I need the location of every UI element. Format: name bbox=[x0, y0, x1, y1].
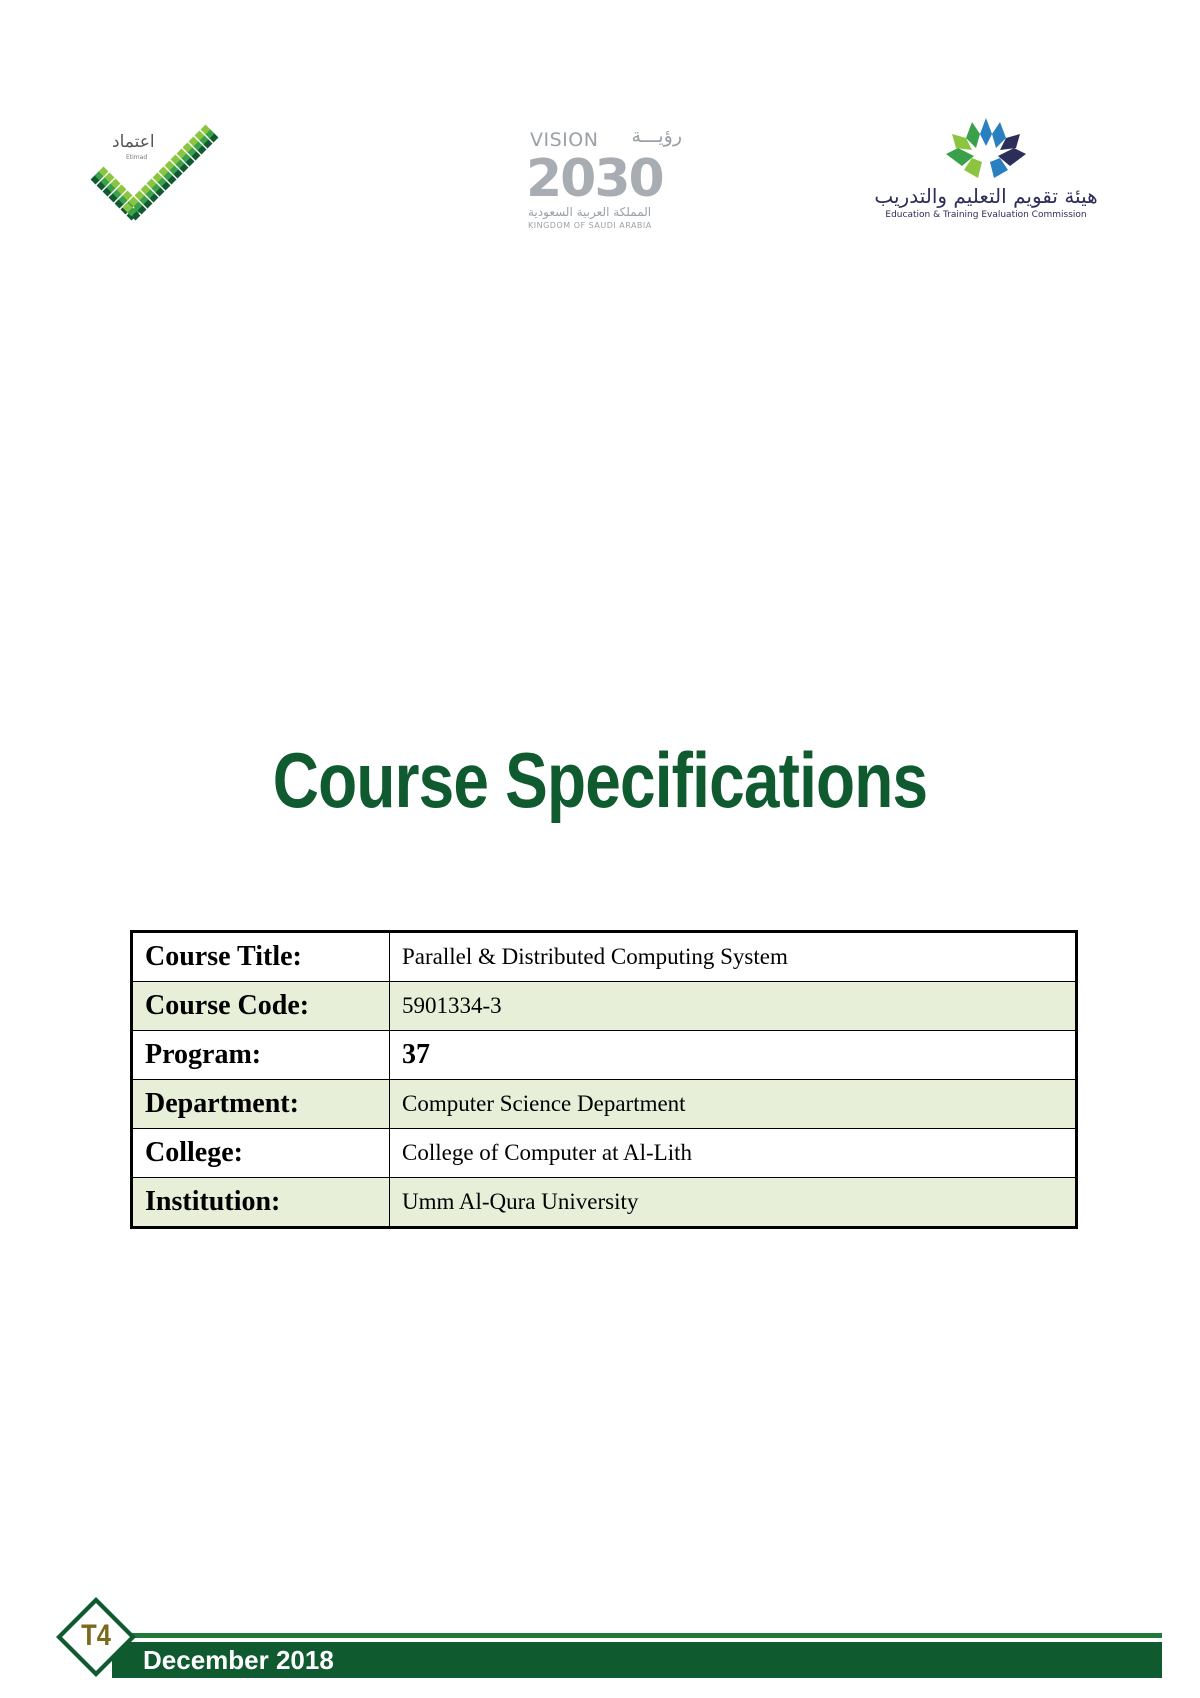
table-row bbox=[132, 982, 1077, 1031]
vision-kingdom-english: KINGDOM OF SAUDI ARABIA bbox=[528, 221, 652, 230]
program-label: Program: bbox=[132, 1031, 390, 1080]
table-row bbox=[132, 1031, 1077, 1080]
table-row bbox=[132, 1080, 1077, 1129]
leaf-flower-icon bbox=[870, 112, 1102, 184]
vision-year: 2030 bbox=[526, 149, 663, 209]
vision-arabic-word: رؤيـــة bbox=[631, 125, 682, 147]
footer-date: December 2018 bbox=[143, 1645, 334, 1675]
table-row bbox=[132, 1178, 1077, 1228]
course-info-table bbox=[130, 930, 1078, 1229]
etec-arabic-name: هيئة تقويم التعليم والتدريب bbox=[874, 184, 1098, 208]
table-row bbox=[132, 1129, 1077, 1178]
table-row bbox=[132, 932, 1077, 982]
vision-word: VISION bbox=[530, 129, 599, 151]
department-value: Computer Science Department bbox=[390, 1080, 1077, 1129]
etimad-english-text: Etimad bbox=[126, 154, 148, 161]
college-label: College: bbox=[132, 1129, 390, 1178]
course-code-label: Course Code: bbox=[132, 982, 390, 1031]
program-value: 37 bbox=[390, 1031, 1077, 1080]
vision-2030-logo bbox=[522, 125, 682, 235]
footer-badge-text: T4 bbox=[81, 1619, 111, 1652]
institution-value: Umm Al-Qura University bbox=[390, 1178, 1077, 1228]
checkmark-icon bbox=[88, 96, 238, 236]
etimad-arabic-text: اعتماد bbox=[112, 132, 155, 152]
page-title: Course Specifications bbox=[272, 736, 928, 824]
etimad-logo bbox=[88, 96, 238, 236]
department-label: Department: bbox=[132, 1080, 390, 1129]
vision-kingdom-arabic: المملكة العربية السعودية bbox=[528, 205, 652, 219]
college-value: College of Computer at Al-Lith bbox=[390, 1129, 1077, 1178]
institution-label: Institution: bbox=[132, 1178, 390, 1228]
footer-thin-stripe bbox=[112, 1633, 1162, 1638]
etec-logo bbox=[870, 112, 1102, 222]
page-footer bbox=[0, 1595, 1200, 1698]
course-code-value: 5901334-3 bbox=[390, 982, 1077, 1031]
course-title-value: Parallel & Distributed Computing System bbox=[390, 932, 1077, 982]
etec-english-name: Education & Training Evaluation Commission bbox=[885, 210, 1087, 220]
course-title-label: Course Title: bbox=[132, 932, 390, 982]
